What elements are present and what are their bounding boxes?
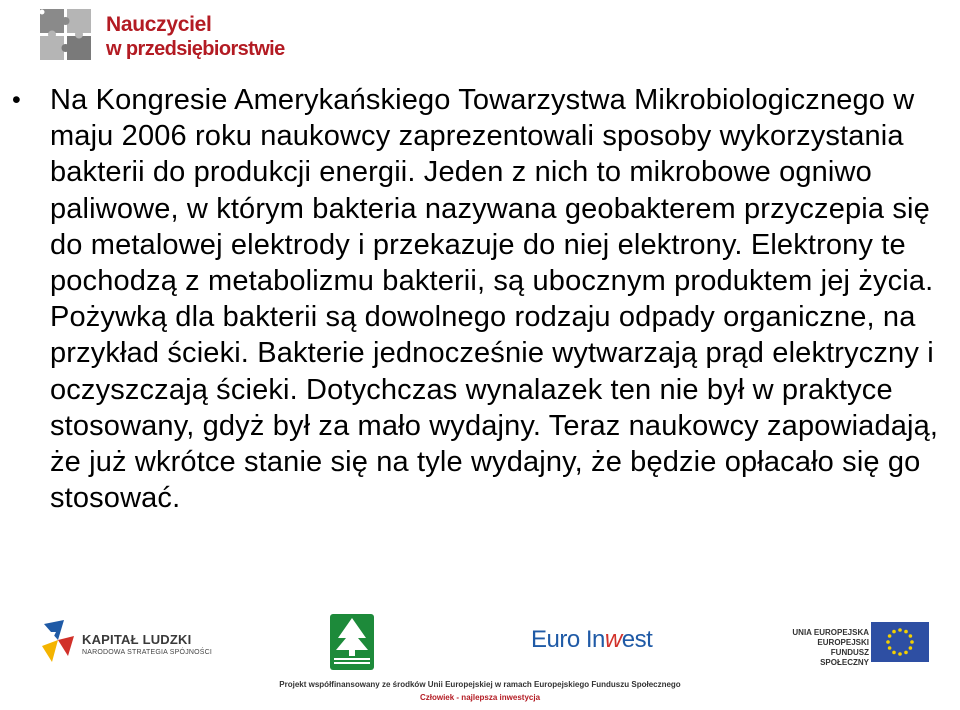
- kapital-ludzki-logo: [38, 618, 218, 670]
- logo-subtitle: w przedsiębiorstwie: [106, 38, 285, 60]
- euro-invest-text-a: Euro In: [531, 626, 605, 653]
- bullet-text: Na Kongresie Amerykańskiego Towarzystwa Mikrobiologicznego w maju 2006 roku naukowcy zaprezentowali sposoby wykorzystania bakterii do produkcji energii. Jeden z nich to mikrobowe ogniwo paliwowe, w którym bakteria nazywana geobakterem przyczepia się do metalowej elektrody i przekazuje do niej elektrony. Elektrony te pochodzą z metabolizmu bakterii, są ubocznym produktem jej życia. Pożywką dla bakterii są dowolnego rodzaju odpady organiczne, na przykład ścieki. Bakterie jednocześnie wytwarzają prąd elektryczny i oczyszczają ścieki. Dotychczas wynalazek ten nie był w praktyce stosowany, gdyż był za mało wydajny. Teraz naukowcy zapowiadają, że już wkrótce stanie się na tyle wydajny, że będzie opłacało się go stosować.: [50, 84, 939, 515]
- ue-label-line3: FUNDUSZ SPOŁECZNY: [820, 648, 869, 667]
- lubelska-agencja-logo: [326, 612, 378, 672]
- kapital-ludzki-title: KAPITAŁ LUDZKI: [82, 632, 192, 647]
- bullet-item: [10, 82, 955, 516]
- euro-invest-text-b: est: [621, 626, 653, 653]
- ue-label: [787, 628, 869, 668]
- eu-flag-icon: [871, 622, 929, 662]
- kapital-ludzki-icon: [38, 618, 78, 668]
- tree-icon: [326, 612, 378, 672]
- euro-invest-text-w: w: [604, 626, 622, 653]
- header-logo: [36, 5, 296, 67]
- kapital-ludzki-subtitle: NARODOWA STRATEGIA SPÓJNOŚCI: [82, 649, 213, 656]
- slogan: Człowiek - najlepsza inwestycja: [419, 693, 541, 702]
- project-note: Projekt współfinansowany ze środków Unii Europejskiej w ramach Europejskiego Funduszu Społecznego: [279, 680, 681, 689]
- puzzle-icon: [36, 5, 98, 67]
- bullet-marker: •: [12, 86, 21, 114]
- slide-body: [10, 82, 955, 516]
- euro-invest-logo: [531, 626, 652, 654]
- ue-label-line1: UNIA EUROPEJSKA: [792, 628, 869, 637]
- ue-label-line2: EUROPEJSKI: [817, 638, 869, 647]
- logo-title: Nauczyciel: [106, 13, 212, 36]
